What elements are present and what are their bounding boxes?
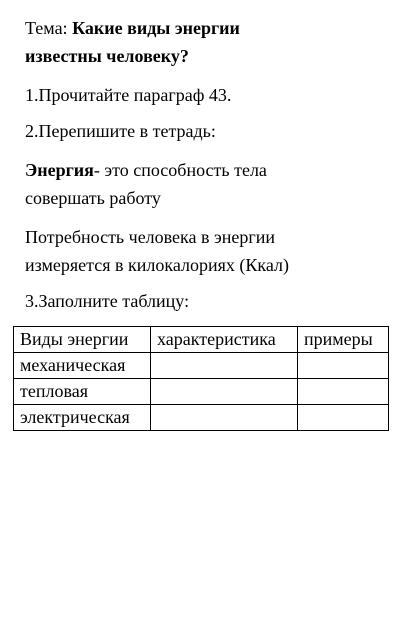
characteristic-cell[interactable] xyxy=(151,405,298,431)
header-cell-examples: примеры xyxy=(298,327,389,353)
energy-type-cell: электрическая xyxy=(14,405,151,431)
step-1-instruction: 1.Прочитайте параграф 43. xyxy=(25,85,232,105)
energy-types-table xyxy=(13,326,389,431)
examples-cell[interactable] xyxy=(298,353,389,379)
topic-title-part-1: Какие виды энергии xyxy=(72,18,240,38)
energy-type-cell: механическая xyxy=(14,353,151,379)
definition-text-part-2: совершать работу xyxy=(25,188,161,208)
step-2-instruction: 2.Перепишите в тетрадь: xyxy=(25,121,216,141)
characteristic-cell[interactable] xyxy=(151,379,298,405)
table-row xyxy=(14,379,389,405)
header-cell-characteristic: характеристика xyxy=(151,327,298,353)
characteristic-cell[interactable] xyxy=(151,353,298,379)
topic-line xyxy=(25,15,240,42)
header-cell-energy-types: Виды энергии xyxy=(14,327,151,353)
definition-text-part-1: - это способность тела xyxy=(93,160,267,180)
table-row xyxy=(14,353,389,379)
energy-type-cell: тепловая xyxy=(14,379,151,405)
table-header-row xyxy=(14,327,389,353)
examples-cell[interactable] xyxy=(298,405,389,431)
table-row xyxy=(14,405,389,431)
energy-need-text-part-2: измеряется в килокалориях (Ккал) xyxy=(25,255,289,275)
topic-prefix: Тема: xyxy=(25,18,73,38)
step-3-instruction: 3.Заполните таблицу: xyxy=(25,291,190,311)
examples-cell[interactable] xyxy=(298,379,389,405)
definition-line xyxy=(25,157,267,184)
energy-need-text-part-1: Потребность человека в энергии xyxy=(25,227,276,247)
topic-title-part-2: известны человеку? xyxy=(25,46,189,66)
definition-term: Энергия xyxy=(25,160,94,180)
